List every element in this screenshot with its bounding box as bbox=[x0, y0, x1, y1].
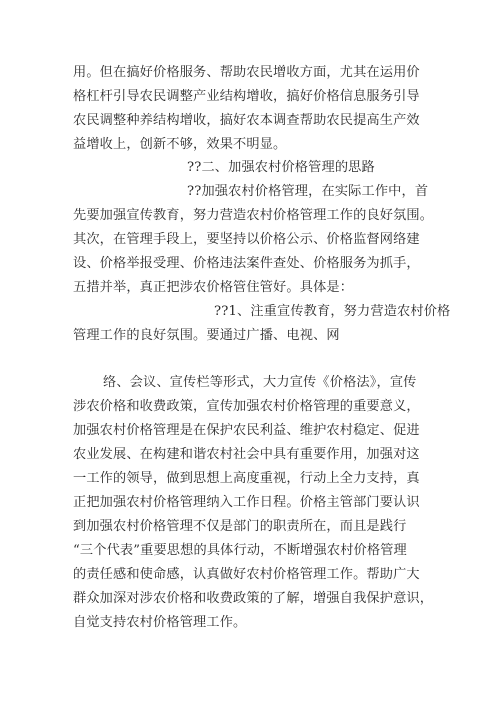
paragraph-line: 益增收上，创新不够，效果不明显。 bbox=[73, 137, 287, 152]
paragraph-line: 用。但在搞好价格服务、帮助农民增收方面，尤其在运用价 bbox=[73, 65, 420, 80]
paragraph-line: 五措并举，真正把涉农价格管住管好。具体是： bbox=[73, 280, 354, 295]
paragraph-line: “三个代表”重要思想的具体行动，不断增强农村价格管理 bbox=[73, 543, 407, 558]
paragraph-line: 管理工作的良好氛围。要通过广播、电视、网 bbox=[73, 328, 340, 343]
paragraph-line: 设、价格举报受理、价格违法案件查处、价格服务为抓手， bbox=[73, 256, 420, 271]
paragraph-line: 自觉支持农村价格管理工作。 bbox=[73, 615, 247, 630]
paragraph-line: 格杠杆引导农民调整产业结构增收，搞好价格信息服务引导 bbox=[73, 89, 420, 104]
paragraph-line: 加强农村价格管理是在保护农民利益、维护农村稳定、促进 bbox=[73, 423, 420, 438]
section-heading: ??二、加强农村价格管理的思路 bbox=[187, 160, 375, 175]
paragraph-line: 的责任感和使命感，认真做好农村价格管理工作。帮助广大 bbox=[73, 567, 420, 582]
paragraph-line: 络、会议、宣传栏等形式，大力宣传《价格法》，宣传 bbox=[103, 375, 417, 390]
paragraph-line: 先要加强宣传教育，努力营造农村价格管理工作的良好氛围。 bbox=[73, 208, 434, 223]
paragraph-line: 正把加强农村价格管理纳入工作日程。价格主管部门要认识 bbox=[73, 495, 420, 510]
paragraph-line: 农民调整种养结构增收，搞好农本调查帮助农民提高生产效 bbox=[73, 113, 420, 128]
paragraph-line: ??加强农村价格管理，在实际工作中，首 bbox=[187, 184, 429, 199]
paragraph-line: 其次，在管理手段上，要坚持以价格公示、价格监督网络建 bbox=[73, 232, 420, 247]
paragraph-line: 群众加深对涉农价格和收费政策的了解，增强自我保护意识， bbox=[73, 591, 434, 606]
paragraph-line: 一工作的领导，做到思想上高度重视，行动上全力支持，真 bbox=[73, 471, 420, 486]
paragraph-line: 到加强农村价格管理不仅是部门的职责所在，而且是践行 bbox=[73, 519, 407, 534]
paragraph-line: ??1、注重宣传教育，努力营造农村价格 bbox=[214, 304, 451, 319]
paragraph-line: 涉农价格和收费政策，宣传加强农村价格管理的重要意义， bbox=[73, 399, 420, 414]
paragraph-line: 农业发展、在构建和谐农村社会中具有重要作用，加强对这 bbox=[73, 447, 420, 462]
